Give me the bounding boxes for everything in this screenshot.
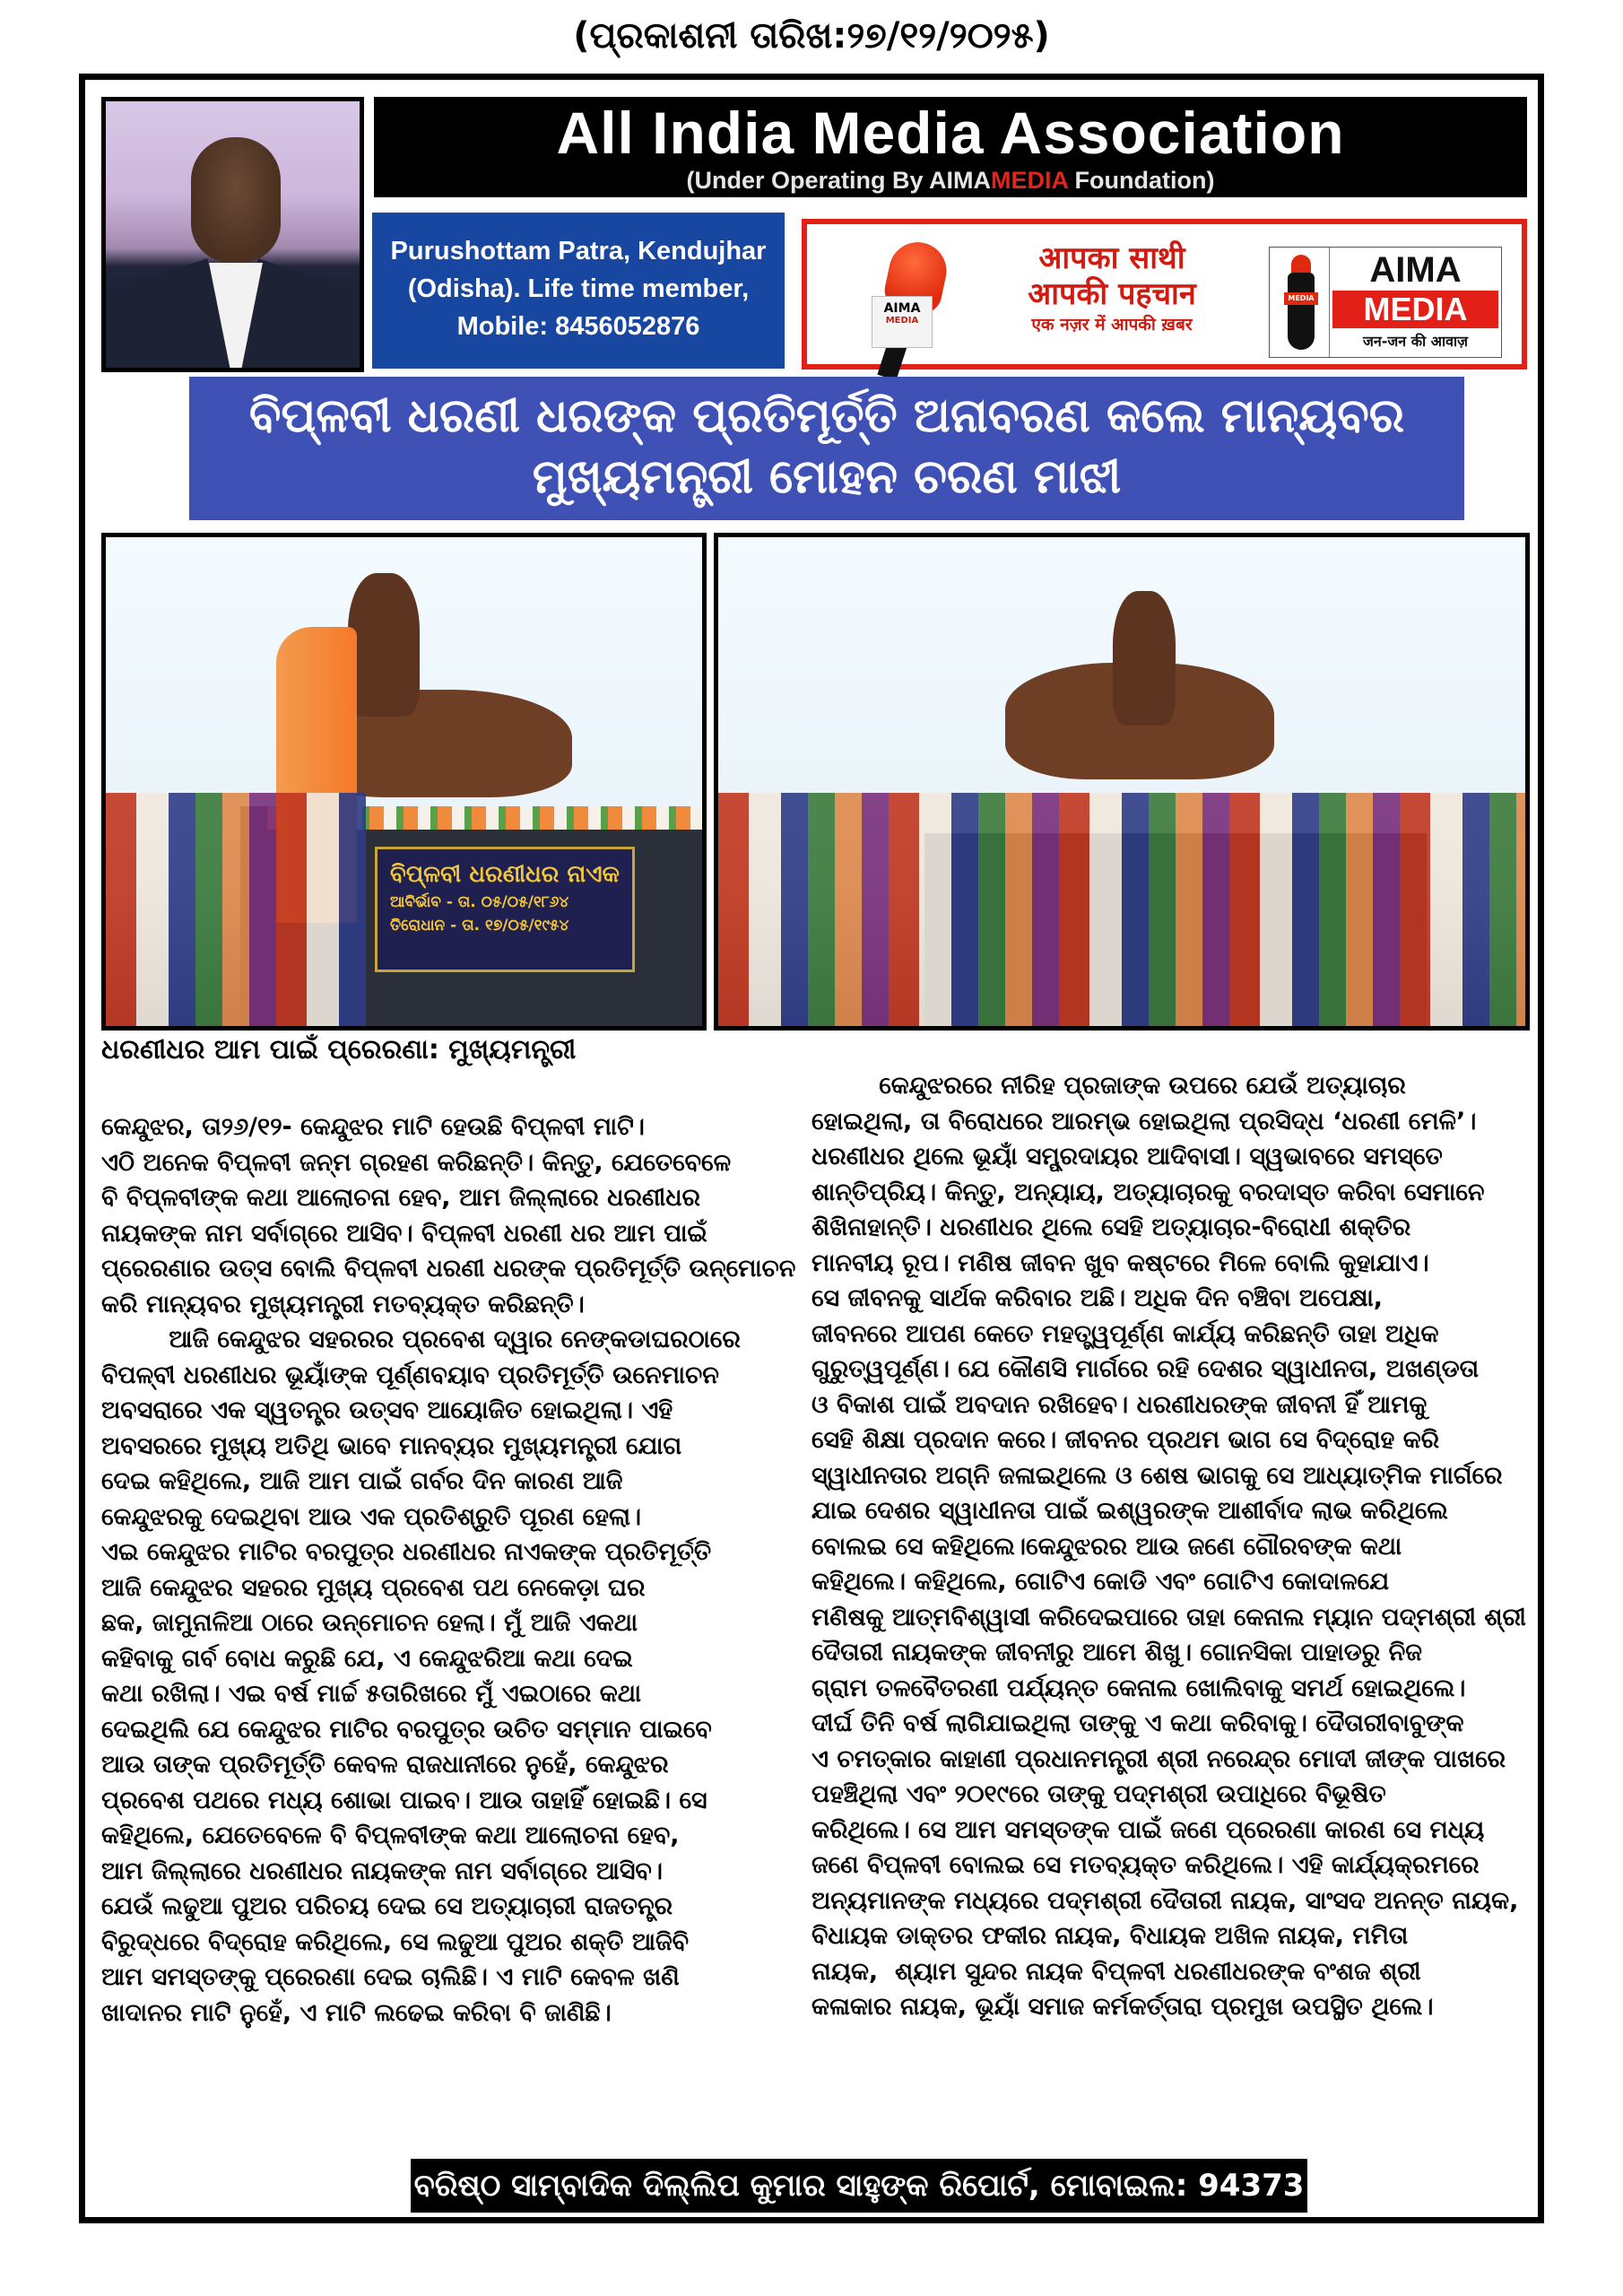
aima-media-logo: MEDIA AIMA MEDIA जन-जन की आवाज़ [1269,247,1502,358]
article-left-column [101,1109,796,2031]
article-line: ବିଧାୟକ ଡାକ୍ତର ଫକୀର ନାୟକ, ବିଧାୟକ ଅଖିଳ ନାୟକ, ମମିତା [812,1922,1409,1950]
article-line: ଧରଣୀଧର ଥିଲେ ଭୂୟାଁ ସମ୍ପ୍ରଦାୟର ଆଦିବାସୀ। ସ୍ୱଭାବରେ ସମସ୍ତେ [812,1143,1443,1170]
headline: ବିପ୍ଳବୀ ଧରଣୀ ଧରଙ୍କ ପ୍ରତିମୂର୍ତ୍ତି ଅନାବରଣ କଲେ ମାନ୍ୟବର ମୁଖ୍ୟମନ୍ତ୍ରୀ ମୋହନ ଚରଣ ମାଝୀ [189,377,1464,520]
article-line: ବିପଳ୍ବୀ ଧରଣୀଧର ଭୂୟାଁଙ୍କ ପୂର୍ଣ୍ଣବୟାବ ପ୍ରତିମୂର୍ତ୍ତି ଉନେମାଚନ [101,1361,719,1389]
article-line: କହିଥିଲେ, ଯେତେବେଳେ ବି ବିପ୍ଳବୀଙ୍କ କଥା ଆଲୋଚନା ହେବ, [101,1822,680,1849]
article-line: କଳାକାର ନାୟକ, ଭୂୟାଁ ସମାଜ କର୍ମକର୍ତ୍ତାରା ପ୍ରମୁଖ ଉପସ୍ଥିତ ଥିଲେ। [812,1993,1434,2021]
publication-date: (ପ୍ରକାଶନୀ ତାରିଖ:୨୭/୧୨/୨୦୨୫) [573,15,1050,57]
org-title: All India Media Association [556,100,1345,166]
article-line: ଯାଇ ଦେଶର ସ୍ୱାଧୀନତା ପାଇଁ ଇଶ୍ୱରଙ୍କ ଆଶୀର୍ବାଦ ଲାଭ କରିଥିଲେ [812,1497,1448,1525]
article-line: ଦୀର୍ଘ ତିନି ବର୍ଷ ଲାଗିଯାଇଥିଲା ତାଙ୍କୁ ଏ କଥା କରିବାକୁ। ଦୈତାରୀବାବୁଙ୍କ [812,1709,1464,1737]
article-line: ଗ୍ରାମ ତଳବୈତରଣୀ ପର୍ଯ୍ୟନ୍ତ କେନାଲ ଖୋଲିବାକୁ ସମର୍ଥ ହୋଇଥିଲେ। [812,1674,1466,1702]
article-line: ପହଞ୍ଚିଥିଲା ଏବଂ ୨୦୧୯ରେ ତାଙ୍କୁ ପଦ୍ମଶ୍ରୀ ଉପାଧିରେ ବିଭୂଷିତ [812,1780,1386,1808]
article-line: କେନ୍ଦୁଝର, ତା୨୬/୧୨- କେନ୍ଦୁଝର ମାଟି ହେଉଛି ବିପ୍ଳବୀ ମାଟି। [101,1113,645,1141]
article-line: ସେହି ଶିକ୍ଷା ପ୍ରଦାନ କରେ। ଜୀବନର ପ୍ରଥମ ଭାଗ ସେ ବିଦ୍ରୋହ କରି [812,1426,1440,1454]
article-line: ଦେଇଥିଲି ଯେ କେନ୍ଦୁଝର ମାଟିର ବରପୁତ୍ର ଉଚିତ ସମ୍ମାନ ପାଇବେ [101,1715,712,1744]
article-line: ଛକ, ଜାମୁନାଳିଆ ଠାରେ ଉନ୍ମୋଚନ ହେଲା। ମୁଁ ଆଜି ଏକଥା [101,1609,638,1637]
article-line: ଆଜି କେନ୍ଦୁଝର ସହରରର ପ୍ରବେଶ ଦ୍ୱାର ନେଙ୍କଡାଘରଠାରେ [101,1326,741,1353]
article-subheading: ଧରଣୀଧର ଆମ ପାଇଁ ପ୍ରେରଣା: ମୁଖ୍ୟମନ୍ତ୍ରୀ [101,1034,577,1065]
article-line: ଜୀବନରେ ଆପଣ କେତେ ମହତ୍ତ୍ୱପୂର୍ଣ୍ଣ କାର୍ଯ୍ୟ କରିଛନ୍ତି ତାହା ଅଧିକ [812,1319,1439,1348]
article-line: ସ୍ୱାଧୀନତାର ଅଗ୍ନି ଜଳାଇଥିଲେ ଓ ଶେଷ ଭାଗକୁ ସେ ଆଧ୍ୟାତ୍ମିକ ମାର୍ଗରେ [812,1461,1503,1490]
statue-unveiling-photo [101,533,707,1031]
article-line: ଓ ବିକାଶ ପାଇଁ ଅବଦାନ ରଖିହେବ। ଧରଣୀଧରଙ୍କ ଜୀବନୀ ହିଁ ଆମକୁ [812,1390,1428,1419]
article-line: କରି ମାନ୍ୟବର ମୁଖ୍ୟମନ୍ତ୍ରୀ ମତବ୍ୟକ୍ତ କରିଛନ୍ତି। [101,1290,585,1318]
ad-tagline: आपका साथी आपकी पहचान एक नज़र में आपकी ख़बर [1028,240,1196,335]
article-line: କଥା ରଖିଲା। ଏଇ ବର୍ଷ ମାର୍ଚ୍ଚ ୫ତାରିଖରେ ମୁଁ ଏଇଠାରେ କଥା [101,1680,642,1708]
article-line: ନାୟକଙ୍କ ନାମ ସର୍ବାଗ୍ରେ ଆସିବ। ବିପ୍ଳବୀ ଧରଣୀ ଧର ଆମ ପାଇଁ [101,1219,707,1248]
article-line: କେନ୍ଦୁଝରରେ ନୀରିହ ପ୍ରଜାଙ୍କ ଉପରେ ଯେଉଁ ଅତ୍ୟାଚାର [812,1072,1406,1100]
article-line: ଆଜି କେନ୍ଦୁଝର ସହରର ମୁଖ୍ୟ ପ୍ରବେଶ ପଥ ନେକେଡ଼ା ଘର [101,1573,646,1602]
member-info-box [372,213,785,369]
article-line: ବିରୁଦ୍ଧରେ ବିଦ୍ରୋହ କରିଥିଲେ, ସେ ଲଢୁଆ ପୁଅର ଶକ୍ତି ଆଜିବି [101,1927,690,1956]
article-line: କେନ୍ଦୁଝରକୁ ଦେଇଥିବା ଆଉ ଏକ ପ୍ରତିଶ୍ରୁତି ପୂରଣ ହେଲା। [101,1502,642,1531]
article-line: ବୋଲଇ ସେ କହିଥିଲେ।କେନ୍ଦୁଝରର ଆଉ ଜଣେ ଗୌରବଙ୍କ କଥା [812,1532,1402,1561]
article-line: ଶିଖିନାହାନ୍ତି। ଧରଣୀଧର ଥିଲେ ସେହି ଅତ୍ୟାଚାର-ବିରୋଧୀ ଶକ୍ତିର [812,1213,1411,1241]
article-line: ହୋଇଥିଲା, ତା ବିରୋଧରେ ଆରମ୍ଭ ହୋଇଥିଲା ପ୍ରସିଦ୍ଧ ‘ଧରଣୀ ମେଳି’। [812,1107,1477,1135]
article-line: ଏଇ କେନ୍ଦୁଝର ମାଟିର ବରପୁତ୍ର ଧରଣୀଧର ନାଏକଙ୍କ ପ୍ରତିମୂର୍ତ୍ତି [101,1538,712,1566]
article-line: କରିଥିଲେ। ସେ ଆମ ସମସ୍ତଙ୍କ ପାଇଁ ଜଣେ ପ୍ରେରଣା କାରଣ ସେ ମଧ୍ୟ [812,1815,1485,1844]
org-banner [374,97,1527,197]
article-line: ଅବସରରେ ମୁଖ୍ୟ ଅତିଥି ଭାବେ ମାନବ୍ୟର ମୁଖ୍ୟମନ୍ତ୍ରୀ ଯୋଗ [101,1431,682,1460]
article-line: ଆଉ ତାଙ୍କ ପ୍ରତିମୂର୍ତ୍ତି କେବଳ ରାଜଧାନୀରେ ନୁହେଁ, କେନ୍ଦୁଝର [101,1751,669,1779]
article-line: ଦୈତାରୀ ନାୟକଙ୍କ ଜୀବନୀରୁ ଆମେ ଶିଖୁ। ଗୋନସିକା ପାହାଡରୁ ନିଜ [812,1639,1422,1666]
article-line: ସେ ଜୀବନକୁ ସାର୍ଥକ କରିବାର ଅଛି। ଅଧିକ ଦିନ ବଞ୍ଚିବା ଅପେକ୍ଷା, [812,1284,1384,1312]
article-line: ଆମ ସମସ୍ତଙ୍କୁ ପ୍ରେରଣା ଦେଇ ଚାଲିଛି। ଏ ମାଟି କେବଳ ଖଣି [101,1963,680,1991]
article-line: ବି ବିପ୍ଳବୀଙ୍କ କଥା ଆଲୋଚନା ହେବ, ଆମ ଜିଲ୍ଲାରେ ଧରଣୀଧର [101,1184,700,1212]
article-line: ମଣିଷକୁ ଆତ୍ମବିଶ୍ୱାସୀ କରିଦେଇପାରେ ତାହା କେନାଲ ମ୍ୟାନ ପଦ୍ମଶ୍ରୀ ଶ୍ରୀ [812,1603,1526,1631]
article-line: ମାନବୀୟ ରୂପ। ମଣିଷ ଜୀବନ ଖୁବ କଷ୍ଟରେ ମିଳେ ବୋଲି କୁହାଯାଏ। [812,1248,1429,1277]
aima-media-ad [802,219,1527,370]
member-photo [101,97,364,372]
article-line: ପ୍ରେରଣାର ଉତ୍ସ ବୋଲି ବିପ୍ଳବୀ ଧରଣୀ ଧରଙ୍କ ପ୍ରତିମୂର୍ତ୍ତି ଉନ୍ମୋଚନ [101,1255,796,1283]
member-info-line: (Odisha). Life time member, [407,274,750,303]
org-subtitle: (Under Operating By AIMAMEDIA Foundation) [686,167,1215,194]
member-info-line: Purushottam Patra, Kendujhar [390,237,767,265]
article-line: ଆମ ଜିଲ୍ଲାରେ ଧରଣୀଧର ନାୟକଙ୍କ ନାମ ସର୍ବାଗ୍ରେ ଆସିବ। [101,1857,663,1885]
microphone-icon: AIMA MEDIA [861,242,959,359]
article-line: ଖାଦାନର ମାଟି ନୁହେଁ, ଏ ମାଟି ଲଢେଇ କରିବା ବି ଜାଣିଛି। [101,1998,612,2027]
article-line: ଅନ୍ୟମାନଙ୍କ ମଧ୍ୟରେ ପଦ୍ମଶ୍ରୀ ଦୈତାରୀ ନାୟକ, ସାଂସଦ ଅନନ୍ତ ନାୟକ, [812,1886,1519,1915]
memorial-plaque: ବିପ୍ଳବୀ ଧରଣୀଧର ନାଏକ ଆବିର୍ଭାବ - ତା. ୦୫/୦୫/୧୮୬୪ ତିରୋଧାନ - ତା. ୧୭/୦୫/୧୯୫୪ [375,847,635,972]
article-line: ପ୍ରବେଶ ପଥରେ ମଧ୍ୟ ଶୋଭା ପାଇବ। ଆଉ ତାହାହିଁ ହୋଇଛି। ସେ [101,1786,707,1814]
article-line: ଜଣେ ବିପ୍ଳବୀ ବୋଲଇ ସେ ମତବ୍ୟକ୍ତ କରିଥିଲେ। ଏହି କାର୍ଯ୍ୟକ୍ରମରେ [812,1851,1480,1879]
member-info-line: Mobile: 8456052876 [456,312,700,341]
article-line: ଏ ଚମତ୍କାର କାହାଣୀ ପ୍ରଧାନମନ୍ତ୍ରୀ ଶ୍ରୀ ନରେନ୍ଦ୍ର ମୋଦୀ ଜୀଙ୍କ ପାଖରେ [812,1744,1506,1773]
logo-microphone-icon: MEDIA [1279,255,1324,352]
article-line: ଦେଇ କହିଥିଲେ, ଆଜି ଆମ ପାଇଁ ଗର୍ବର ଦିନ କାରଣ ଆଜି [101,1467,623,1495]
article-right-column [812,1068,1529,2025]
article-line: ଶାନ୍ତିପ୍ରିୟ। କିନ୍ତୁ, ଅନ୍ୟାୟ, ଅତ୍ୟାଚାରକୁ ବରଦାସ୍ତ କରିବା ସେମାନେ [812,1178,1485,1206]
article-line: କହିଥିଲେ। କହିଥିଲେ, ଗୋଟିଏ କୋଡି ଏବଂ ଗୋଟିଏ କୋଦାଳଯେ [812,1568,1390,1596]
article-line: ଅବସରାରେ ଏକ ସ୍ୱତନ୍ତ୍ର ଉତ୍ସବ ଆୟୋଜିତ ହୋଇଥିଲା। ଏହି [101,1396,673,1424]
article-line: ଗୁରୁତ୍ୱପୂର୍ଣ୍ଣ। ଯେ କୌଣସି ମାର୍ଗରେ ରହି ଦେଶର ସ୍ୱାଧୀନତା, ଅଖଣ୍ଡତା [812,1355,1480,1383]
newspaper-frame [79,74,1544,2257]
article-line: ନାୟକ, ଶ୍ୟାମ ସୁନ୍ଦର ନାୟକ ବିପ୍ଳବୀ ଧରଣୀଧରଙ୍କ ବଂଶଜ ଶ୍ରୀ [812,1957,1421,1986]
article-line: ଏଠି ଅନେକ ବିପ୍ଳବୀ ଜନ୍ମ ଗ୍ରହଣ କରିଛନ୍ତି। କିନ୍ତୁ, ଯେତେବେଳେ [101,1148,732,1177]
reporter-credit: ବରିଷ୍ଠ ସାମ୍ବାଦିକ ଦିଲ୍ଲିପ କୁମାର ସାହୁଙ୍କ ରିପୋର୍ଟ, ମୋବାଇଲ: 94373 78792 [411,2159,1307,2213]
article-line: ଯେଉଁ ଲଢୁଆ ପୁଅର ପରିଚୟ ଦେଇ ସେ ଅତ୍ୟାଚାରୀ ରାଜତନ୍ତ୍ର [101,1892,673,1920]
article-line: କହିବାକୁ ଗର୍ବ ବୋଧ କରୁଛି ଯେ, ଏ କେନ୍ଦୁଝରିଆ କଥା ଦେଇ [101,1644,633,1673]
dignitaries-group-photo [714,533,1530,1031]
